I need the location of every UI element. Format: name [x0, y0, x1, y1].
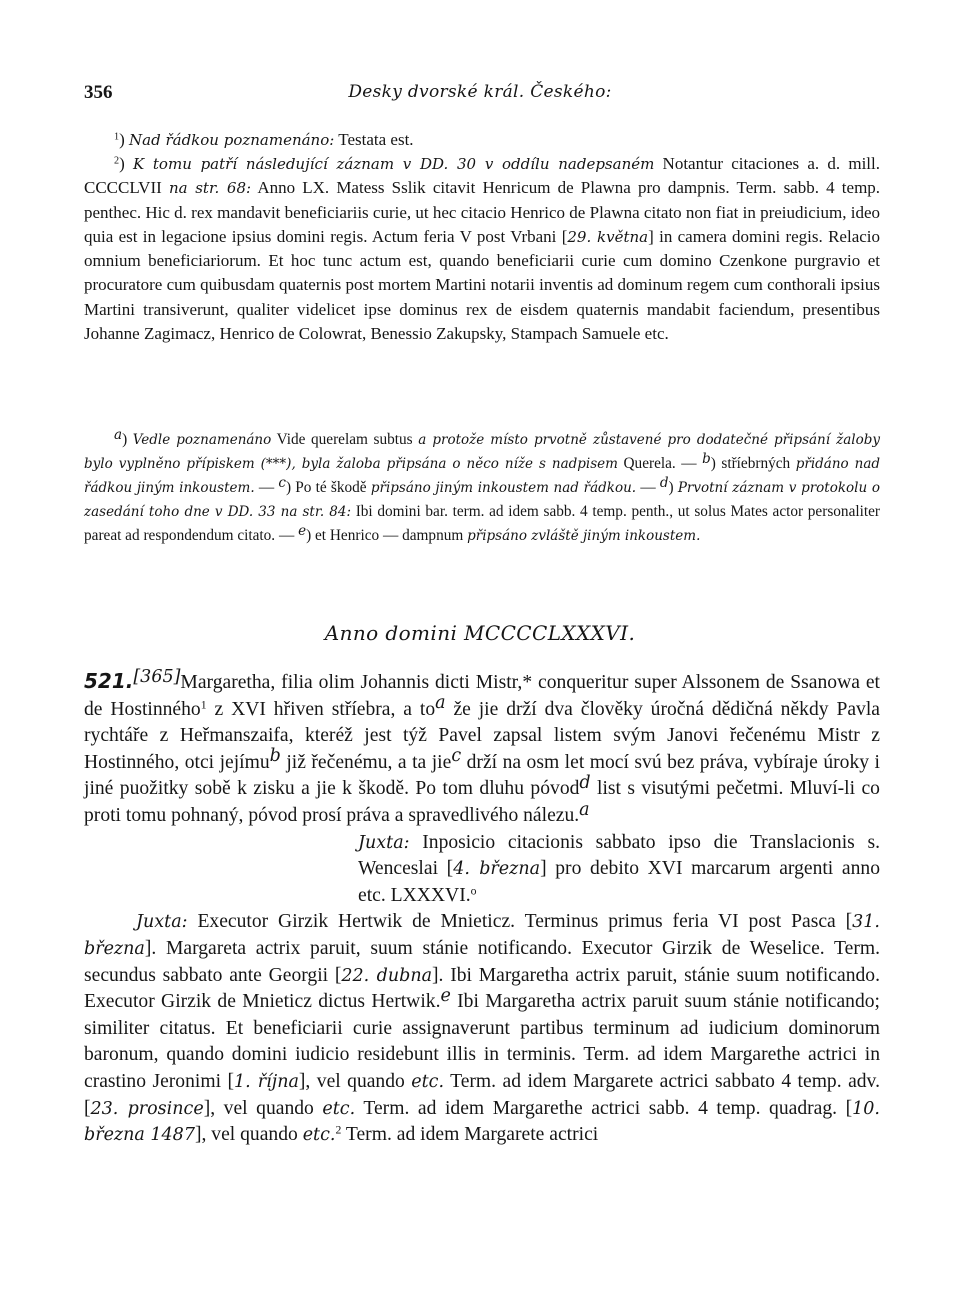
note-ref: o	[470, 884, 477, 898]
footnote-label: K tomu patří následující záznam v DD. 30 v oddílu nadepsaném	[132, 155, 655, 173]
note-marker: e	[298, 523, 307, 540]
entry-521	[84, 668, 880, 1149]
juxta-note-2	[84, 909, 880, 1148]
note-text: et Henrico — dampnum	[315, 527, 464, 545]
entry-text: z XVI hřiven stříebra, a to	[206, 698, 436, 720]
juxta-note-1	[358, 830, 880, 910]
etc-italic: etc.	[322, 1098, 356, 1119]
note-text: Vide querelam subtus	[276, 431, 413, 448]
footnote-1: $^1$) Nad řádkou poznamenáno: Testata est.	[114, 130, 414, 149]
note-italic: připsáno jiným inkoustem nad řádkou.	[370, 480, 637, 497]
entry-text: Term. ad idem Margarete actrici	[341, 1124, 599, 1146]
note-italic: a protože místo prvotně zůstavené pro dodatečné připsání žaloby bylo vyplněno přípiskem (***), byla žaloba připsána o něco níže s nadpisem	[84, 432, 880, 473]
note-ref: e	[440, 985, 451, 1006]
dash: —	[681, 455, 697, 473]
running-title: Desky dvorské král. Českého:	[348, 82, 612, 102]
entry-text: Ibi Margaretha actrix paruit suum stánie notificando; similiter citatus. Et beneficiarii curie assignaverunt partibus terminum ad iudicium dominorum baronum, quando domini iudicio residebunt illis in terminis. Term. ad idem Margarethe actrici in crastino Jeronimi [	[84, 991, 880, 1092]
footnote-text: Testata est.	[338, 130, 414, 149]
date-note: 4. března	[453, 859, 541, 880]
entry-text: Term. ad idem Margarethe actrici sabb. 4 temp. quadrag. [	[355, 1097, 853, 1119]
note-marker: c	[278, 475, 286, 492]
footnote-text: Notantur citaciones a. d. mill. CCCCLVII	[84, 154, 880, 198]
entry-text: list s visutými pečetmi. Mluví-li co proti tomu pohnaný, póvod prosí práva a spravedlivého nálezu.	[84, 778, 880, 826]
entry-text: již řečenému, a ta jie	[280, 751, 452, 773]
juxta-label: Juxta:	[136, 912, 188, 933]
note-ref: b	[269, 746, 281, 767]
note-italic: Prvotní záznam v protokolu o zasedání toho dne v DD. 33 na str. 84:	[84, 480, 880, 521]
entry-text: Term. ad idem Margarete actrici sabbato 4 temp. adv. [	[84, 1070, 880, 1119]
entry-number: 521.	[84, 669, 134, 693]
footnote-date: 29. května	[567, 227, 649, 246]
footnote-2: $^2$) K tomu patří následující záznam v DD. 30 v oddílu nadepsaném Notantur citaciones a. d. mill. CCCCLVII na str. 68: Anno LX. Matess Sslik citavit Henricum de Plawna pro dampnis. Term. sabb. 4 temp. penthec. Hic d. rex mandavit beneficiariis curie, ut hec citacio Henrico de Plawna citato non fiat in preiudicium, ideo quia est in legacione ipsius domini regis. Actum feria V post Vrbani [29. května] in camera domini regis. Relacio omnium beneficiariorum. Et hoc tunc actum est, quando beneficiarii curie cum domino Czenkone purgravio et procuratore cum quibusdam quaternis post mortem Martini notarii inventis ad dominum regem cum conthorali ipsius Martini transiverunt, qualiter videlicet ipse dominus rex de eisdem quaternis mandabit faciendum, presentibus Johanne Zagimacz, Henrico de Colowrat, Benessio Zakupsky, Stampach Samuele etc.	[84, 154, 881, 344]
entry-text: Inposicio citacionis sabbato ipso die Translacionis s. Wenceslai [	[358, 831, 880, 880]
date-note: 22. dubna	[341, 965, 433, 986]
note-italic: Vedle poznamenáno	[132, 432, 272, 448]
note-italic: přidáno nad řádkou jiným inkoustem.	[84, 456, 881, 497]
page-header	[84, 82, 876, 106]
note-marker: a	[114, 426, 123, 443]
entry-text: ], vel quando	[203, 1097, 323, 1119]
note-ref: a	[579, 799, 590, 820]
note-marker: d	[659, 475, 669, 492]
note-italic: připsáno zvláště jiným inkoustem.	[467, 528, 701, 545]
note-text: Po té škodě	[295, 479, 367, 497]
date-note: 23. prosince	[90, 1098, 204, 1119]
entry-text: že jie drží dva člověky úročná dědičná někdy Pavla rychtáře z Heřmanszaifa, kteréž jest týž Pavel zapsal listem svým Janovi řečenému Mistr z Hostinného, otci jejímu	[84, 698, 880, 773]
dash: —	[640, 479, 656, 497]
page-number: 356	[84, 82, 113, 103]
note-ref: a	[435, 693, 446, 714]
juxta-label: Juxta:	[358, 832, 410, 853]
entry-text: ]. Ibi Margaretha actrix paruit, stánie suum notificando. Executor Girzik de Mnieticz dictus Hertwik.	[84, 964, 880, 1013]
footnote-marker: 2	[114, 155, 120, 167]
date-note: 31. března	[84, 912, 880, 959]
entry-text: Margaretha, filia olim Johannis dicti Mistr,* conqueritur super Alssonem de Ssanowa et de Hostinného	[84, 672, 880, 720]
footnote-text: Anno LX. Matess Sslik citavit Henricum de Plawna pro dampnis. Term. sabb. 4 temp. penthec. Hic d. rex mandavit beneficiariis curie, ut hec citacio Henrico de Plawna citato non fiat in preiudicium, ideo quia est in legacione ipsius domini regis. Actum feria V post Vrbani [	[84, 178, 881, 246]
apparatus-notes: $^a$) Vedle poznamenáno Vide querelam subtus a protože místo prvotně zůstavené pro dodatečné připsání žaloby bylo vyplněno přípiskem (***), byla žaloba připsána o něco níže s nadpisem Querela. — $^b$) stříebrných přidáno nad řádkou jiným inkoustem. — $^c$) Po té škodě připsáno jiným inkoustem nad řádkou. — $^d$) Prvotní záznam v protokolu o zasedání toho dne v DD. 33 na str. 84: Ibi domini bar. term. ad idem sabb. 4 temp. penth., ut solus Mates actor personaliter pareat ad respondendum citato. — $^e$) et Henrico — dampnum připsáno zvláště jiným inkoustem.	[84, 426, 881, 545]
dash: —	[278, 527, 295, 545]
date-note: 10. března 1487	[84, 1098, 880, 1146]
note-text: Querela.	[623, 455, 676, 473]
folio-marker: [365]	[133, 666, 181, 687]
footnote-text: ] in camera domini regis. Relacio omnium beneficiariorum. Et hoc tunc actum est, quando beneficiarii curie cum domino Czenkone purgravio et procuratore cum quibusdam quaternis post mortem Martini notarii inventis ad dominum regem cum conthorali ipsius Martini transiverunt, qualiter videlicet ipse dominus rex de eisdem quaternis mandabit faciendum, presentibus Johanne Zagimacz, Henrico de Colowrat, Benessio Zakupsky, Stampach Samuele etc.	[84, 226, 881, 344]
footnote-ref: 1	[200, 698, 207, 712]
year-heading: Anno domini MCCCCLXXXVI.	[324, 621, 636, 645]
footnote-italic: na str. 68:	[168, 179, 252, 198]
note-text: stříebrných	[721, 455, 791, 473]
note-ref: c	[451, 746, 462, 767]
entry-text: ], vel quando	[194, 1124, 303, 1146]
entry-text: ], vel quando	[298, 1070, 412, 1092]
date-note: 1. října	[234, 1071, 299, 1092]
footnote-marker: 1	[114, 131, 120, 143]
note-ref: d	[579, 772, 591, 793]
entry-text: Executor Girzik Hertwik de Mnieticz. Terminus primus feria VI post Pasca [	[197, 911, 853, 933]
note-text: Ibi domini bar. term. ad idem sabb. 4 temp. penth., ut solus Mates actor personaliter pareat ad respondendum citato.	[84, 503, 880, 545]
etc-italic: etc.	[411, 1071, 445, 1092]
entry-text: ] pro debito XVI marcarum argenti anno etc. LXXXVI.	[358, 858, 880, 906]
footnote-ref: 2	[335, 1123, 342, 1137]
footnote-label: Nad řádkou poznamenáno:	[129, 131, 335, 149]
entry-text: drží na osm let mocí svú bez práva, vybíraje úroky i jiné puožitky sobě k zisku a jie k škodě. Po tom dluhu póvod	[84, 751, 880, 800]
etc-italic: etc.	[302, 1125, 336, 1146]
entry-text: ]. Margareta actrix paruit, suum stánie notificando. Executor Girzik de Weselice. Term. secundus sabbato ante Georgii [	[84, 937, 880, 986]
dash: —	[258, 479, 275, 497]
note-marker: b	[702, 451, 711, 468]
